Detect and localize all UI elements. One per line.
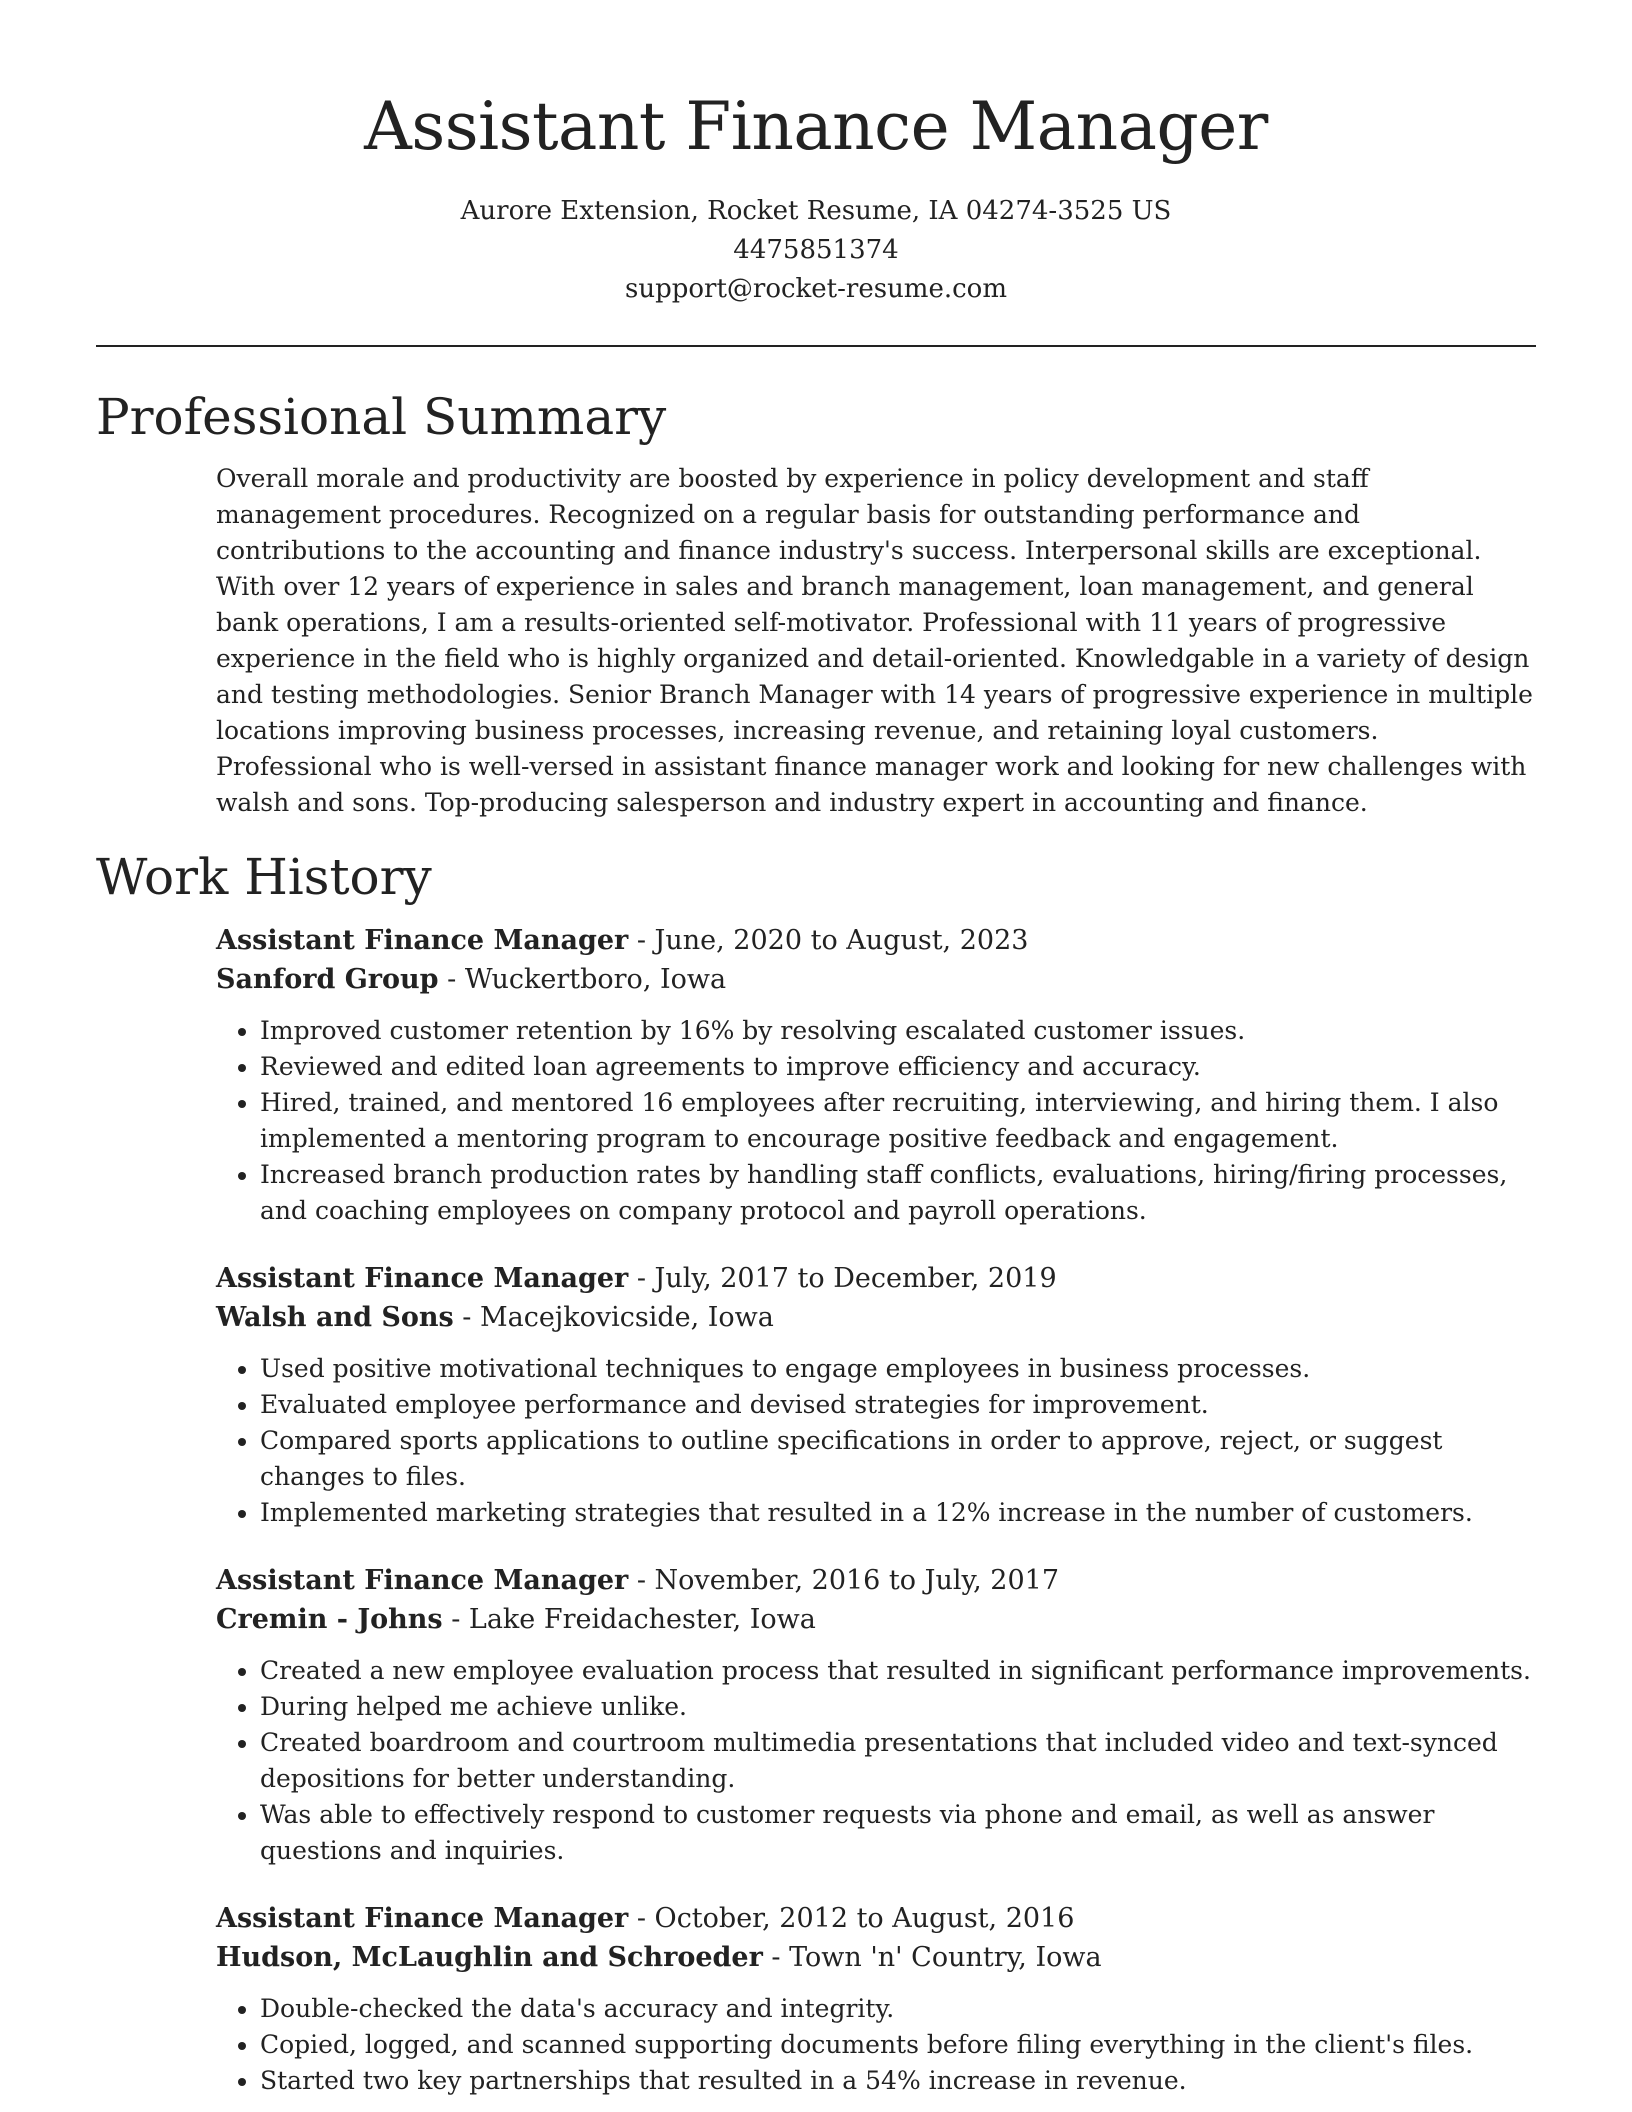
- job-role: Assistant Finance Manager: [216, 1903, 629, 1934]
- work-history-list: [216, 921, 1536, 2099]
- job-location: - Macejkovicside, Iowa: [453, 1302, 774, 1333]
- job-dates: - October, 2012 to August, 2016: [628, 1903, 1075, 1934]
- job-title-line: [216, 1561, 1536, 1600]
- job-bullet: • During helped me achieve unlike.: [260, 1689, 1536, 1725]
- job-entry: [216, 1259, 1536, 1531]
- job-dates: - November, 2016 to July, 2017: [628, 1565, 1060, 1596]
- job-company-line: [216, 1298, 1536, 1337]
- job-bullets: [216, 1653, 1536, 1869]
- job-bullet: • Created boardroom and courtroom multimedia presentations that included video and text-synced depositions for better understanding.: [260, 1725, 1536, 1797]
- job-dates: - July, 2017 to December, 2019: [628, 1263, 1057, 1294]
- contact-email: support@rocket-resume.com: [624, 274, 1007, 304]
- resume-page: [96, 0, 1536, 2099]
- job-bullet: • Created a new employee evaluation process that resulted in significant performance improvements.: [260, 1653, 1536, 1689]
- job-company-line: [216, 1600, 1536, 1639]
- job-role: Assistant Finance Manager: [216, 1263, 629, 1294]
- job-location: - Lake Freidachester, Iowa: [442, 1604, 816, 1635]
- job-company-line: [216, 1938, 1536, 1977]
- job-bullet: • Hired, trained, and mentored 16 employees after recruiting, interviewing, and hiring them. I also implemented a mentoring program to encourage positive feedback and engagement.: [260, 1085, 1536, 1157]
- job-role: Assistant Finance Manager: [216, 1565, 629, 1596]
- job-company-line: [216, 960, 1536, 999]
- job-dates: - June, 2020 to August, 2023: [628, 925, 1029, 956]
- job-company: Walsh and Sons: [216, 1302, 454, 1333]
- job-title-line: [216, 921, 1536, 960]
- contact-block: [96, 192, 1536, 309]
- summary-text: Overall morale and productivity are boosted by experience in policy development and staff management procedures. Recognized on a regular basis for outstanding performance and contributions to the accounting and finance industry's success. Interpersonal skills are exceptional. With over 12 years of experience in sales and branch management, loan management, and general bank operations, I am a results-oriented self-motivator. Professional with 11 years of progressive experience in the field who is highly organized and detail-oriented. Knowledgable in a variety of design and testing methodologies. Senior Branch Manager with 14 years of progressive experience in multiple locations improving business processes, increasing revenue, and retaining loyal customers. Professional who is well-versed in assistant finance manager work and looking for new challenges with walsh and sons. Top-producing salesperson and industry expert in accounting and finance.: [216, 464, 1533, 817]
- job-bullet: • Double-checked the data's accuracy and integrity.: [260, 1991, 1536, 2027]
- job-company: Sanford Group: [216, 964, 439, 995]
- resume-name: Assistant Finance Manager: [364, 88, 1268, 165]
- job-bullets: [216, 1013, 1536, 1229]
- job-bullet: • Implemented marketing strategies that resulted in a 12% increase in the number of customers.: [260, 1495, 1536, 1531]
- job-location: - Town 'n' Country, Iowa: [762, 1942, 1102, 1973]
- job-bullet: • Compared sports applications to outline specifications in order to approve, reject, or suggest changes to files.: [260, 1423, 1536, 1495]
- job-bullet: • Evaluated employee performance and devised strategies for improvement.: [260, 1387, 1536, 1423]
- header-divider: [96, 345, 1536, 347]
- job-bullet: • Used positive motivational techniques to engage employees in business processes.: [260, 1351, 1536, 1387]
- job-bullet: • Improved customer retention by 16% by resolving escalated customer issues.: [260, 1013, 1536, 1049]
- job-bullets: [216, 1991, 1536, 2099]
- job-entry: [216, 1899, 1536, 2099]
- job-bullets: [216, 1351, 1536, 1531]
- job-entry: [216, 1561, 1536, 1869]
- job-bullet: • Was able to effectively respond to customer requests via phone and email, as well as answer questions and inquiries.: [260, 1797, 1536, 1869]
- job-bullet: • Increased branch production rates by handling staff conflicts, evaluations, hiring/firing processes, and coaching employees on company protocol and payroll operations.: [260, 1157, 1536, 1229]
- job-bullet: • Copied, logged, and scanned supporting documents before filing everything in the client's files.: [260, 2027, 1536, 2063]
- work-history-heading: Work History: [96, 848, 432, 906]
- contact-address: Aurore Extension, Rocket Resume, IA 04274-3525 US: [460, 196, 1172, 226]
- job-entry: [216, 921, 1536, 1229]
- job-title-line: [216, 1259, 1536, 1298]
- job-title-line: [216, 1899, 1536, 1938]
- job-role: Assistant Finance Manager: [216, 925, 629, 956]
- job-location: - Wuckertboro, Iowa: [438, 964, 727, 995]
- job-company: Hudson, McLaughlin and Schroeder: [216, 1942, 763, 1973]
- job-company: Cremin - Johns: [216, 1604, 443, 1635]
- summary-heading: Professional Summary: [96, 388, 667, 446]
- job-bullet: • Reviewed and edited loan agreements to improve efficiency and accuracy.: [260, 1049, 1536, 1085]
- job-bullet: • Started two key partnerships that resulted in a 54% increase in revenue.: [260, 2063, 1536, 2099]
- contact-phone: 4475851374: [733, 235, 899, 265]
